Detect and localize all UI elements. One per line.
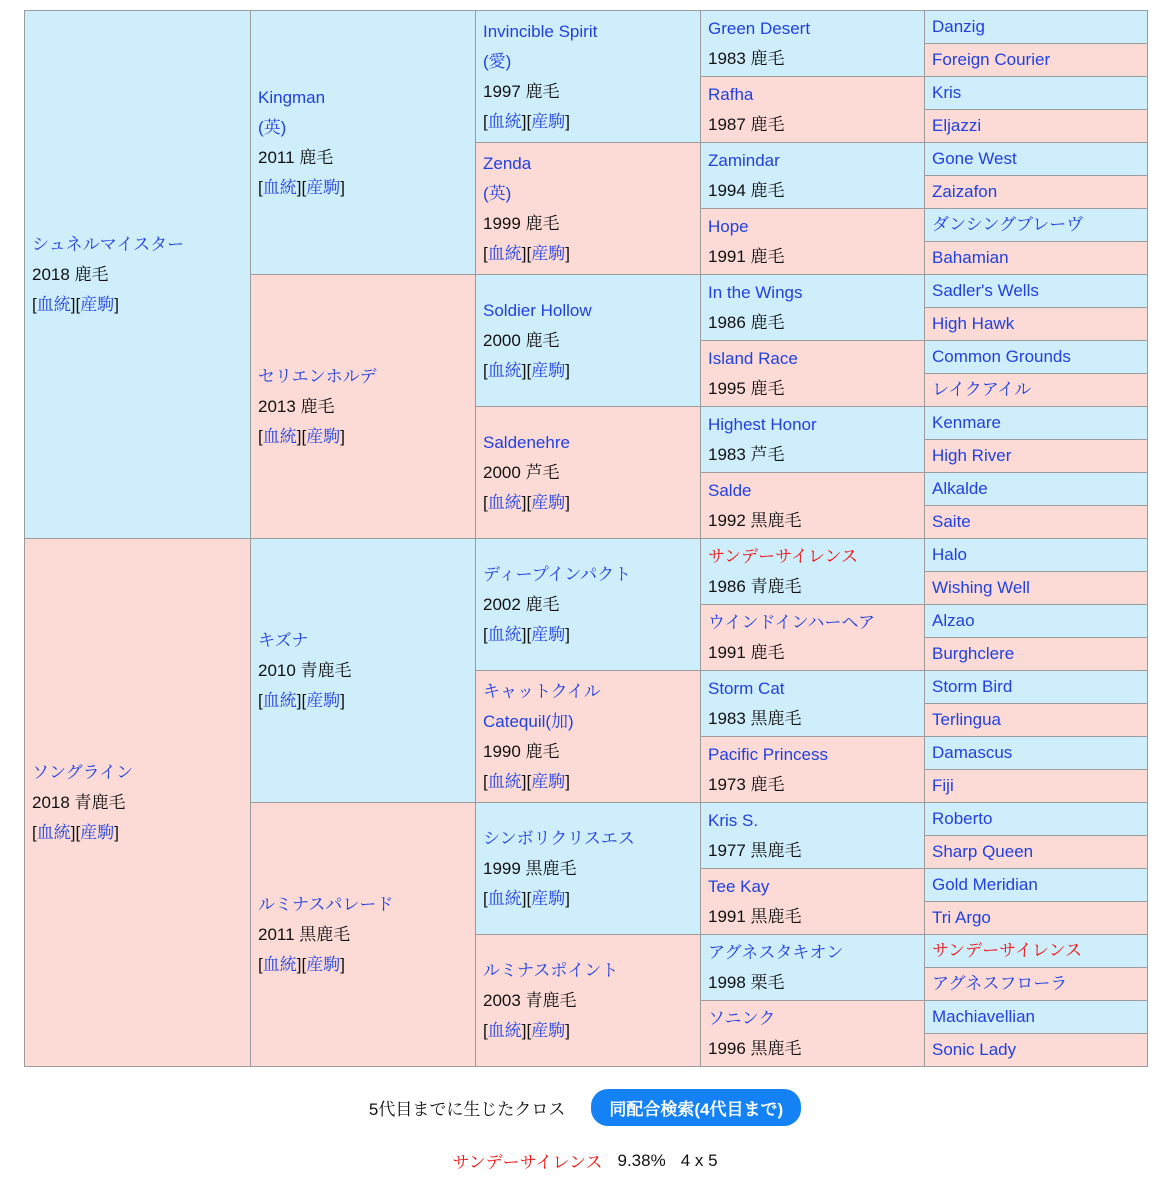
- horse-name-link[interactable]: Pacific Princess: [708, 744, 828, 764]
- year-coat-label: 1994 鹿毛: [708, 180, 785, 200]
- progeny-link[interactable]: 産駒: [531, 624, 566, 644]
- pedigree-cell-gen5: [925, 308, 1148, 341]
- bracket: ]: [565, 492, 570, 512]
- cell-links: [258, 950, 471, 980]
- pedigree-cell-gen4: [701, 605, 925, 671]
- pedigree-cell-gen5: [925, 506, 1148, 539]
- horse-name-link[interactable]: Rafha: [708, 84, 754, 104]
- year-coat-label: 1996 黒鹿毛: [708, 1038, 802, 1058]
- bloodline-link[interactable]: 血統: [36, 294, 71, 314]
- year-coat-label: 1983 芦毛: [708, 444, 785, 464]
- pedigree-cell-gen4: [701, 11, 925, 77]
- year-coat-label: 1998 栗毛: [708, 972, 785, 992]
- pedigree-cell-gen4: [701, 539, 925, 605]
- year-coat-label: 1986 鹿毛: [708, 312, 785, 332]
- horse-name-link[interactable]: レイクアイル: [932, 380, 1032, 399]
- bracket: [: [526, 111, 532, 131]
- bracket: ]: [521, 771, 527, 791]
- pedigree-cell-gen3: [476, 143, 701, 275]
- horse-name-link[interactable]: High River: [932, 446, 1012, 465]
- horse-name-link[interactable]: Saite: [932, 512, 971, 531]
- progeny-link[interactable]: 産駒: [531, 243, 566, 263]
- cross-result-row: [0, 1148, 1170, 1173]
- horse-name-link[interactable]: アグネスタキオン: [708, 942, 844, 962]
- bloodline-link[interactable]: 血統: [487, 771, 522, 791]
- bloodline-link[interactable]: 血統: [487, 888, 522, 908]
- pedigree-cell-gen3: [476, 671, 701, 803]
- pedigree-cell-gen5: [925, 968, 1148, 1001]
- horse-name-link[interactable]: Hope: [708, 216, 749, 236]
- pedigree-cell-gen3: [476, 407, 701, 539]
- pedigree-cell-gen5: [925, 539, 1148, 572]
- horse-name-suffix[interactable]: Catequil(加): [483, 711, 574, 731]
- pedigree-cell-gen5: [925, 869, 1148, 902]
- horse-name-suffix[interactable]: (英): [483, 183, 512, 203]
- bracket: [: [258, 954, 263, 974]
- pedigree-cell-gen4: [701, 869, 925, 935]
- progeny-link[interactable]: 産駒: [306, 954, 341, 974]
- bracket: ]: [521, 492, 527, 512]
- bloodline-link[interactable]: 血統: [487, 1020, 522, 1040]
- pedigree-cell-gen5: [925, 1001, 1148, 1034]
- bracket: ]: [565, 243, 570, 263]
- bracket: ]: [296, 954, 302, 974]
- pedigree-cell-gen5: [925, 1034, 1148, 1067]
- year-coat-label: 1991 鹿毛: [708, 642, 785, 662]
- bracket: ]: [521, 624, 527, 644]
- cell-links: [483, 884, 696, 914]
- cross-section-label: 5代目までに生じたクロス: [368, 1100, 566, 1119]
- horse-name-link[interactable]: シュネルマイスター: [32, 234, 185, 254]
- pedigree-cell-gen5: [925, 902, 1148, 935]
- bracket: [: [483, 624, 488, 644]
- horse-name-link[interactable]: Highest Honor: [708, 414, 817, 434]
- bracket: ]: [70, 294, 76, 314]
- horse-name-link[interactable]: ソニンク: [708, 1008, 776, 1028]
- horse-name-link[interactable]: セリエンホルデ: [258, 366, 377, 386]
- cell-links: [483, 767, 696, 797]
- pedigree-cell-gen2: [251, 803, 476, 1067]
- pedigree-cell-gen4: [701, 473, 925, 539]
- bracket: [: [483, 771, 488, 791]
- bracket: ]: [296, 177, 302, 197]
- horse-name-link[interactable]: アグネスフローラ: [932, 974, 1068, 993]
- progeny-link[interactable]: 産駒: [306, 426, 341, 446]
- horse-name-link[interactable]: Halo: [932, 545, 967, 564]
- cell-links: [483, 1016, 696, 1046]
- cell-links: [483, 107, 696, 137]
- cell-links: [32, 290, 246, 320]
- cell-links: [258, 173, 471, 203]
- bracket: [: [526, 624, 532, 644]
- pedigree-cell-gen3: [476, 11, 701, 143]
- bracket: ]: [521, 1020, 527, 1040]
- year-coat-label: 1997 鹿毛: [483, 81, 560, 101]
- pedigree-cell-gen2: [251, 11, 476, 275]
- bracket: ]: [565, 888, 570, 908]
- year-coat-label: 1973 鹿毛: [708, 774, 785, 794]
- bracket: [: [526, 243, 532, 263]
- bracket: ]: [565, 111, 570, 131]
- bracket: [: [526, 771, 532, 791]
- bracket: [: [32, 294, 37, 314]
- progeny-link[interactable]: 産駒: [306, 690, 341, 710]
- cross-horse-name[interactable]: サンデーサイレンス: [452, 1153, 603, 1172]
- horse-name-link[interactable]: Roberto: [932, 809, 993, 828]
- horse-name-link[interactable]: サンデーサイレンス: [932, 941, 1083, 960]
- bloodline-link[interactable]: 血統: [262, 690, 297, 710]
- horse-name-link[interactable]: Common Grounds: [932, 347, 1071, 366]
- pedigree-cell-gen5: [925, 242, 1148, 275]
- pedigree-cell-gen5: [925, 671, 1148, 704]
- pedigree-cell-gen5: [925, 407, 1148, 440]
- bracket: ]: [521, 243, 527, 263]
- horse-name-link[interactable]: Zamindar: [708, 150, 780, 170]
- year-coat-label: 1992 黒鹿毛: [708, 510, 802, 530]
- bracket: [: [483, 888, 488, 908]
- pedigree-cell-gen3: [476, 539, 701, 671]
- pedigree-cell-gen1: [25, 539, 251, 1067]
- year-coat-label: 2003 青鹿毛: [483, 990, 577, 1010]
- same-mating-search-button[interactable]: 同配合検索(4代目まで): [591, 1089, 801, 1126]
- pedigree-cell-gen2: [251, 275, 476, 539]
- year-coat-label: 1991 黒鹿毛: [708, 906, 802, 926]
- pedigree-cell-gen3: [476, 935, 701, 1067]
- bracket: [: [483, 360, 488, 380]
- bracket: ]: [565, 1020, 570, 1040]
- pedigree-cell-gen5: [925, 143, 1148, 176]
- bracket: ]: [340, 426, 345, 446]
- year-coat-label: 2011 鹿毛: [258, 147, 334, 167]
- progeny-link[interactable]: 産駒: [531, 111, 566, 131]
- pedigree-cell-gen5: [925, 473, 1148, 506]
- pedigree-cell-gen3: [476, 803, 701, 935]
- pedigree-cell-gen4: [701, 143, 925, 209]
- horse-name-link[interactable]: Gone West: [932, 149, 1017, 168]
- horse-name-link[interactable]: Salde: [708, 480, 752, 500]
- bracket: [: [301, 426, 307, 446]
- pedigree-cell-gen5: [925, 110, 1148, 143]
- year-coat-label: 1990 鹿毛: [483, 741, 560, 761]
- bloodline-link[interactable]: 血統: [487, 111, 522, 131]
- bracket: [: [258, 426, 263, 446]
- pedigree-cell-gen4: [701, 275, 925, 341]
- year-coat-label: 1999 鹿毛: [483, 213, 560, 233]
- pedigree-cell-gen5: [925, 935, 1148, 968]
- horse-name-link[interactable]: ルミナスポイント: [483, 960, 619, 980]
- pedigree-cell-gen1: [25, 11, 251, 539]
- bracket: ]: [521, 360, 527, 380]
- pedigree-cell-gen4: [701, 671, 925, 737]
- pedigree-cell-gen5: [925, 440, 1148, 473]
- cell-links: [483, 356, 696, 386]
- year-coat-label: 1995 鹿毛: [708, 378, 785, 398]
- pedigree-cell-gen4: [701, 341, 925, 407]
- bracket: [: [301, 177, 307, 197]
- horse-name-link[interactable]: Kenmare: [932, 413, 1001, 432]
- horse-name-suffix[interactable]: (英): [258, 117, 287, 137]
- horse-name-link[interactable]: Sharp Queen: [932, 842, 1034, 861]
- pedigree-cell-gen4: [701, 803, 925, 869]
- horse-name-link[interactable]: In the Wings: [708, 282, 803, 302]
- bracket: [: [301, 690, 307, 710]
- progeny-link[interactable]: 産駒: [531, 1020, 566, 1040]
- horse-name-link[interactable]: ソングライン: [32, 762, 134, 782]
- bracket: [: [75, 294, 81, 314]
- bloodline-link[interactable]: 血統: [262, 954, 297, 974]
- horse-name-link[interactable]: キズナ: [258, 630, 309, 650]
- horse-name-link[interactable]: Wishing Well: [932, 578, 1030, 597]
- bracket: ]: [114, 822, 119, 842]
- bracket: ]: [565, 624, 570, 644]
- year-coat-label: 2002 鹿毛: [483, 594, 560, 614]
- cell-links: [483, 239, 696, 269]
- cell-links: [483, 488, 696, 518]
- pedigree-cell-gen5: [925, 572, 1148, 605]
- year-coat-label: 1999 黒鹿毛: [483, 858, 577, 878]
- horse-name-link[interactable]: ウインドインハーヘア: [708, 612, 875, 632]
- horse-name-link[interactable]: Invincible Spirit: [483, 21, 598, 41]
- bracket: [: [526, 888, 532, 908]
- year-coat-label: 2018 鹿毛: [32, 264, 109, 284]
- pedigree-cell-gen5: [925, 275, 1148, 308]
- progeny-link[interactable]: 産駒: [80, 822, 115, 842]
- bracket: ]: [340, 177, 345, 197]
- horse-name-link[interactable]: Sadler's Wells: [932, 281, 1039, 300]
- bracket: [: [258, 177, 263, 197]
- horse-name-link[interactable]: Fiji: [932, 776, 954, 795]
- horse-name-link[interactable]: Sonic Lady: [932, 1040, 1017, 1059]
- pedigree-cell-gen2: [251, 539, 476, 803]
- pedigree-cell-gen4: [701, 77, 925, 143]
- horse-name-link[interactable]: Gold Meridian: [932, 875, 1038, 894]
- year-coat-label: 1983 黒鹿毛: [708, 708, 802, 728]
- bracket: ]: [70, 822, 76, 842]
- pedigree-cell-gen5: [925, 605, 1148, 638]
- horse-name-suffix[interactable]: (愛): [483, 51, 512, 71]
- horse-name-link[interactable]: Tee Kay: [708, 876, 770, 896]
- horse-name-link[interactable]: Kris: [932, 83, 962, 102]
- pedigree-cell-gen4: [701, 935, 925, 1001]
- cell-links: [32, 818, 246, 848]
- year-coat-label: 1987 鹿毛: [708, 114, 785, 134]
- pedigree-cell-gen4: [701, 209, 925, 275]
- progeny-link[interactable]: 産駒: [80, 294, 115, 314]
- bracket: ]: [565, 360, 570, 380]
- bracket: [: [526, 492, 532, 512]
- pedigree-cell-gen3: [476, 275, 701, 407]
- horse-name-link[interactable]: High Hawk: [932, 314, 1015, 333]
- year-coat-label: 1977 黒鹿毛: [708, 840, 802, 860]
- cross-percent: 9.38%: [617, 1150, 666, 1170]
- year-coat-label: 1983 鹿毛: [708, 48, 785, 68]
- cell-links: [258, 686, 471, 716]
- horse-name-link[interactable]: Saldenehre: [483, 432, 570, 452]
- progeny-link[interactable]: 産駒: [531, 360, 566, 380]
- horse-name-link[interactable]: Zenda: [483, 153, 532, 173]
- horse-name-link[interactable]: シンボリクリスエス: [483, 828, 635, 848]
- bracket: ]: [340, 954, 345, 974]
- bracket: [: [526, 1020, 532, 1040]
- pedigree-cell-gen5: [925, 836, 1148, 869]
- bracket: [: [258, 690, 263, 710]
- horse-name-link[interactable]: Storm Cat: [708, 678, 785, 698]
- cross-section: [0, 1089, 1170, 1126]
- bracket: [: [526, 360, 532, 380]
- pedigree-cell-gen5: [925, 11, 1148, 44]
- cross-pattern: 4 x 5: [680, 1150, 718, 1170]
- progeny-link[interactable]: 産駒: [531, 888, 566, 908]
- pedigree-cell-gen4: [701, 407, 925, 473]
- bloodline-link[interactable]: 血統: [36, 822, 71, 842]
- year-coat-label: 1991 鹿毛: [708, 246, 785, 266]
- horse-name-link[interactable]: ダンシングブレーヴ: [932, 215, 1084, 234]
- pedigree-cell-gen5: [925, 638, 1148, 671]
- bracket: ]: [296, 690, 302, 710]
- cell-links: [258, 422, 471, 452]
- horse-name-link[interactable]: Eljazzi: [932, 116, 982, 135]
- pedigree-cell-gen5: [925, 770, 1148, 803]
- horse-name-link[interactable]: Green Desert: [708, 18, 811, 38]
- pedigree-cell-gen4: [701, 1001, 925, 1067]
- horse-name-link[interactable]: Bahamian: [932, 248, 1009, 267]
- bracket: [: [483, 492, 488, 512]
- horse-name-link[interactable]: Damascus: [932, 743, 1013, 762]
- year-coat-label: 2013 鹿毛: [258, 396, 335, 416]
- bracket: [: [483, 243, 488, 263]
- horse-name-link[interactable]: ディープインパクト: [483, 564, 632, 584]
- horse-name-link[interactable]: ルミナスパレード: [258, 894, 394, 914]
- year-coat-label: 2011 黒鹿毛: [258, 924, 351, 944]
- horse-name-link[interactable]: Kingman: [258, 87, 326, 107]
- pedigree-cell-gen5: [925, 176, 1148, 209]
- horse-name-link[interactable]: Terlingua: [932, 710, 1001, 729]
- horse-name-link[interactable]: Burghclere: [932, 644, 1015, 663]
- horse-name-link[interactable]: Soldier Hollow: [483, 300, 592, 320]
- pedigree-cell-gen5: [925, 374, 1148, 407]
- bloodline-link[interactable]: 血統: [262, 177, 297, 197]
- bracket: [: [483, 111, 488, 131]
- horse-name-link[interactable]: サンデーサイレンス: [708, 546, 859, 566]
- bloodline-link[interactable]: 血統: [487, 360, 522, 380]
- pedigree-cell-gen5: [925, 209, 1148, 242]
- pedigree-cell-gen5: [925, 737, 1148, 770]
- horse-name-link[interactable]: Foreign Courier: [932, 50, 1051, 69]
- year-coat-label: 2000 芦毛: [483, 462, 560, 482]
- bloodline-link[interactable]: 血統: [262, 426, 297, 446]
- bracket: [: [75, 822, 81, 842]
- pedigree-cell-gen5: [925, 341, 1148, 374]
- horse-name-link[interactable]: Machiavellian: [932, 1007, 1035, 1026]
- horse-name-link[interactable]: Alzao: [932, 611, 975, 630]
- bloodline-link[interactable]: 血統: [487, 492, 522, 512]
- progeny-link[interactable]: 産駒: [306, 177, 341, 197]
- pedigree-cell-gen5: [925, 77, 1148, 110]
- year-coat-label: 1986 青鹿毛: [708, 576, 802, 596]
- pedigree-cell-gen5: [925, 704, 1148, 737]
- horse-name-link[interactable]: Alkalde: [932, 479, 988, 498]
- bloodline-link[interactable]: 血統: [487, 624, 522, 644]
- year-coat-label: 2018 青鹿毛: [32, 792, 126, 812]
- pedigree-cell-gen5: [925, 803, 1148, 836]
- horse-name-link[interactable]: Danzig: [932, 17, 985, 36]
- bracket: [: [483, 1020, 488, 1040]
- horse-name-link[interactable]: Kris S.: [708, 810, 759, 830]
- bracket: ]: [521, 888, 527, 908]
- bracket: ]: [565, 771, 570, 791]
- pedigree-cell-gen4: [701, 737, 925, 803]
- bracket: [: [301, 954, 307, 974]
- bracket: [: [32, 822, 37, 842]
- bracket: ]: [296, 426, 302, 446]
- bracket: ]: [340, 690, 345, 710]
- horse-name-link[interactable]: Island Race: [708, 348, 798, 368]
- progeny-link[interactable]: 産駒: [531, 771, 566, 791]
- pedigree-cell-gen5: [925, 44, 1148, 77]
- bloodline-link[interactable]: 血統: [487, 243, 522, 263]
- horse-name-link[interactable]: Tri Argo: [932, 908, 991, 927]
- year-coat-label: 2000 鹿毛: [483, 330, 560, 350]
- horse-name-link[interactable]: Zaizafon: [932, 182, 998, 201]
- horse-name-link[interactable]: Storm Bird: [932, 677, 1013, 696]
- horse-name-link[interactable]: キャットクイル: [483, 681, 601, 701]
- progeny-link[interactable]: 産駒: [531, 492, 566, 512]
- pedigree-table: [24, 10, 1148, 1067]
- year-coat-label: 2010 青鹿毛: [258, 660, 352, 680]
- bracket: ]: [521, 111, 527, 131]
- bracket: ]: [114, 294, 119, 314]
- cell-links: [483, 620, 696, 650]
